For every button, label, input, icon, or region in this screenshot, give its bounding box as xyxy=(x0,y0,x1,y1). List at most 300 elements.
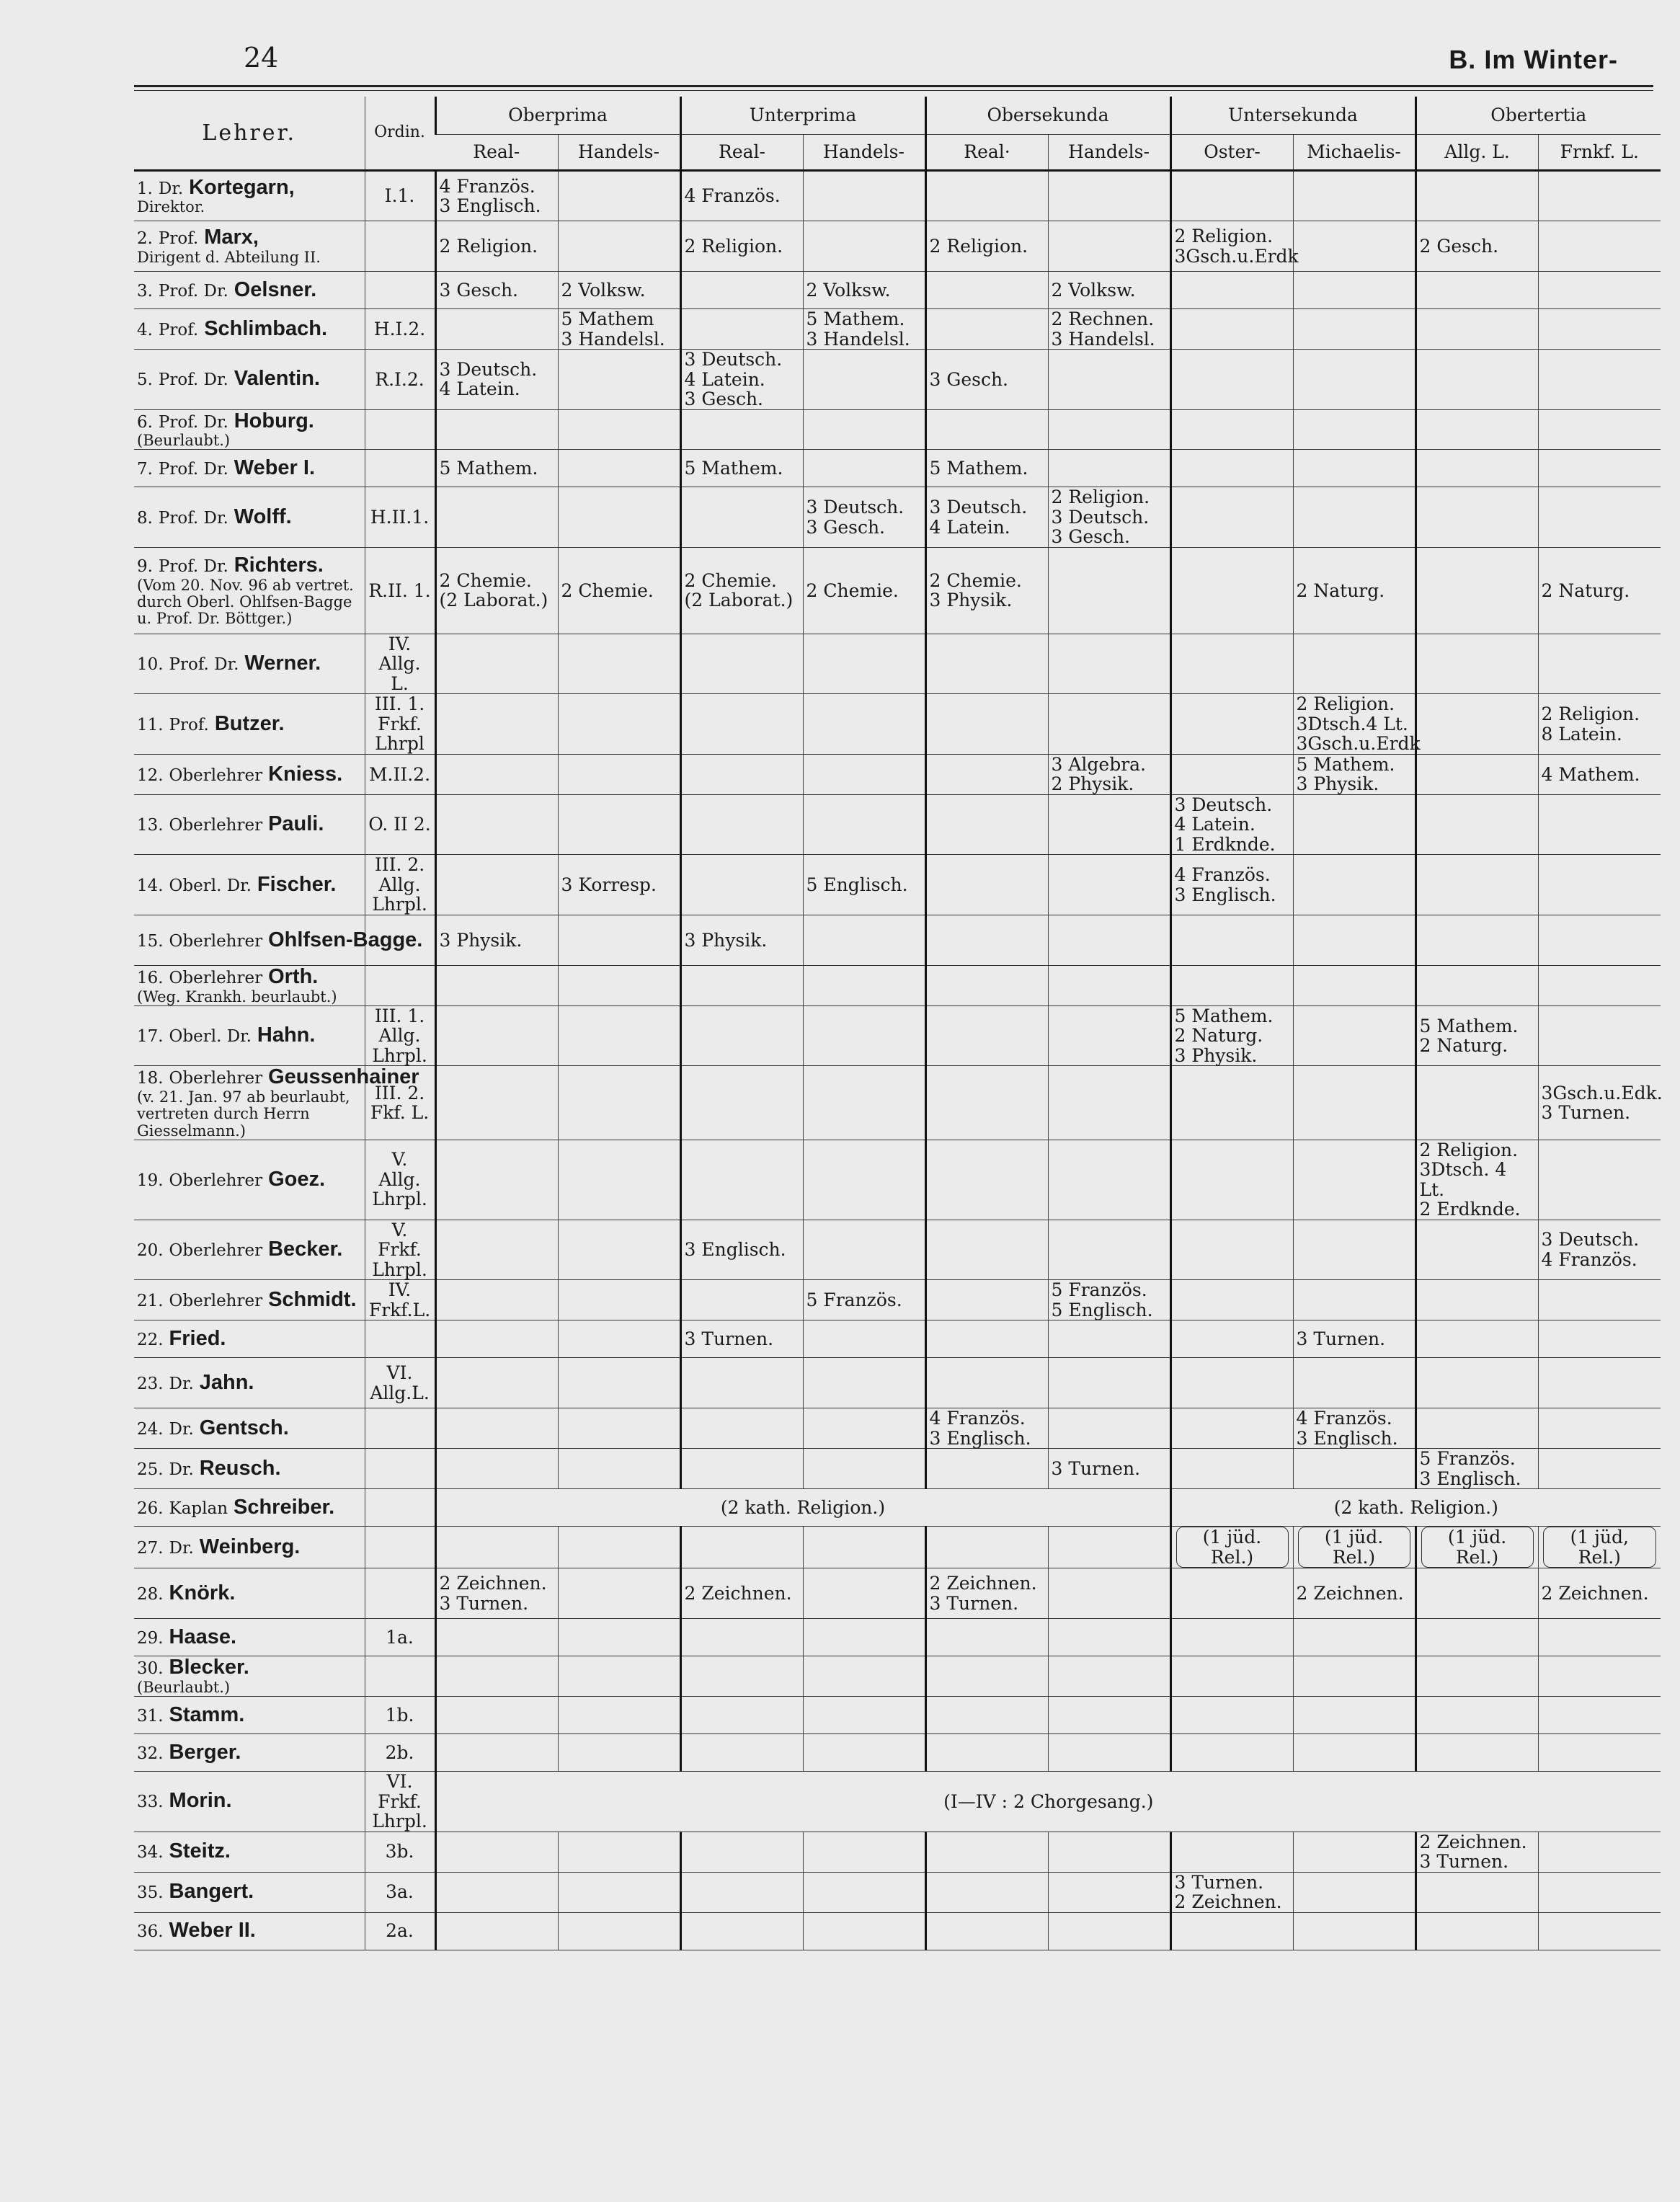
teacher-surname: Weinberg. xyxy=(199,1535,301,1558)
schedule-cell xyxy=(803,1619,925,1656)
jued-religion-cell xyxy=(1538,1527,1661,1568)
teacher-cell xyxy=(134,754,365,794)
teacher-cell xyxy=(134,487,365,548)
row-number: 24. xyxy=(137,1419,164,1439)
teacher-title: Prof. Dr. xyxy=(158,412,228,432)
schedule-cell xyxy=(925,634,1048,694)
schedule-cell xyxy=(803,1449,925,1489)
teacher-surname: Geussenhainer xyxy=(268,1065,419,1089)
teacher-surname: Fried. xyxy=(169,1326,226,1350)
ordinarius-cell xyxy=(365,450,435,487)
schedule-cell xyxy=(1538,1697,1661,1734)
schedule-cell: 5 Mathem. xyxy=(925,450,1048,487)
schedule-cell: 3 Turnen. xyxy=(1293,1320,1415,1358)
schedule-cell xyxy=(435,309,558,350)
schedule-cell xyxy=(1170,1140,1293,1220)
schedule-cell xyxy=(925,1449,1048,1489)
row-number: 35. xyxy=(137,1883,164,1903)
schedule-cell: 2 Chemie. xyxy=(803,547,925,634)
schedule-cell xyxy=(435,1872,558,1912)
schedule-cell xyxy=(803,221,925,272)
schedule-cell: 2 Chemie. 3 Physik. xyxy=(925,547,1048,634)
schedule-cell xyxy=(680,1449,803,1489)
row-number: 29. xyxy=(137,1628,164,1648)
schedule-cell xyxy=(1170,1066,1293,1140)
teacher-title: Prof. Dr. xyxy=(158,370,228,390)
subcolumn-header: Handels- xyxy=(803,135,925,171)
schedule-cell xyxy=(435,1619,558,1656)
schedule-cell: 2 Zeichnen. 3 Turnen. xyxy=(435,1568,558,1619)
schedule-cell xyxy=(435,1408,558,1449)
header-rule xyxy=(134,85,1653,91)
teacher-surname: Ohlfsen-Bagge. xyxy=(268,928,423,951)
schedule-cell xyxy=(435,754,558,794)
schedule-cell xyxy=(1048,1832,1170,1872)
schedule-cell xyxy=(1170,1656,1293,1697)
teacher-surname: Marx, xyxy=(204,226,259,249)
schedule-cell xyxy=(435,794,558,855)
schedule-cell xyxy=(1538,1912,1661,1950)
schedule-cell: 5 Mathem. xyxy=(435,450,558,487)
schedule-cell xyxy=(1170,1912,1293,1950)
schedule-cell xyxy=(1415,1280,1538,1320)
schedule-cell xyxy=(1048,547,1170,634)
schedule-cell xyxy=(803,1734,925,1772)
teacher-surname: Richters. xyxy=(234,553,324,577)
teacher-surname: Becker. xyxy=(268,1237,343,1261)
schedule-cell xyxy=(1415,350,1538,410)
running-head: B. Im Winter- xyxy=(1449,45,1618,74)
schedule-cell xyxy=(558,1527,680,1568)
row-number: 5. xyxy=(137,370,153,390)
schedule-cell xyxy=(925,272,1048,309)
schedule-cell: 2 Chemie. (2 Laborat.) xyxy=(435,547,558,634)
schedule-cell xyxy=(435,1832,558,1872)
schedule-cell xyxy=(1048,350,1170,410)
teacher-surname: Butzer. xyxy=(214,711,285,735)
schedule-cell xyxy=(558,634,680,694)
row-number: 36. xyxy=(137,1922,164,1942)
schedule-cell: 2 Rechnen. 3 Handelsl. xyxy=(1048,309,1170,350)
jued-religion-label: (1 jüd. Rel.) xyxy=(1421,1527,1534,1568)
schedule-cell xyxy=(1538,794,1661,855)
schedule-cell: 2 Volksw. xyxy=(558,272,680,309)
schedule-cell xyxy=(1170,1449,1293,1489)
teacher-title: Prof. Dr. xyxy=(158,556,228,576)
schedule-cell xyxy=(680,1656,803,1697)
schedule-cell xyxy=(1170,1358,1293,1408)
schedule-cell xyxy=(925,1280,1048,1320)
schedule-cell xyxy=(558,1734,680,1772)
schedule-cell xyxy=(1293,794,1415,855)
schedule-cell: 2 Zeichnen. xyxy=(1293,1568,1415,1619)
schedule-cell xyxy=(1048,634,1170,694)
jued-religion-label: (1 jüd. Rel.) xyxy=(1298,1527,1410,1568)
schedule-cell xyxy=(558,221,680,272)
ordinarius-cell: M.II.2. xyxy=(365,754,435,794)
schedule-cell xyxy=(1048,1656,1170,1697)
schedule-cell xyxy=(558,1832,680,1872)
schedule-cell xyxy=(925,754,1048,794)
schedule-cell: 2 Chemie. xyxy=(558,547,680,634)
schedule-cell xyxy=(1538,487,1661,548)
schedule-cell xyxy=(558,1656,680,1697)
teacher-cell xyxy=(134,1697,365,1734)
kath-religion-right: (2 kath. Religion.) xyxy=(1170,1489,1661,1527)
jued-religion-cell xyxy=(1293,1527,1415,1568)
row-number: 14. xyxy=(137,876,164,895)
schedule-cell: 4 Französ. 3 Englisch. xyxy=(925,1408,1048,1449)
schedule-cell xyxy=(1415,547,1538,634)
row-number: 32. xyxy=(137,1744,164,1763)
teacher-note: (Beurlaubt.) xyxy=(137,1679,231,1697)
schedule-cell xyxy=(435,634,558,694)
schedule-cell xyxy=(1538,1358,1661,1408)
schedule-cell xyxy=(558,1619,680,1656)
schedule-cell: 3 Deutsch. 4 Latein. xyxy=(435,350,558,410)
schedule-cell xyxy=(1293,1734,1415,1772)
teacher-surname: Kniess. xyxy=(268,762,343,786)
schedule-cell xyxy=(680,1005,803,1066)
schedule-cell xyxy=(558,1697,680,1734)
ordinarius-cell xyxy=(365,1408,435,1449)
teacher-surname: Bangert. xyxy=(169,1880,254,1904)
teacher-title: Dr. xyxy=(169,1374,194,1393)
schedule-cell xyxy=(803,1527,925,1568)
schedule-cell xyxy=(1415,1568,1538,1619)
schedule-cell xyxy=(925,855,1048,915)
schedule-cell xyxy=(1415,487,1538,548)
teacher-cell xyxy=(134,1005,365,1066)
schedule-cell xyxy=(558,450,680,487)
schedule-cell xyxy=(680,409,803,450)
teacher-note: (Vom 20. Nov. 96 ab vertret. durch Oberl. Ohlfsen-Bagge u. Prof. Dr. Böttger.) xyxy=(137,576,354,627)
schedule-cell xyxy=(435,409,558,450)
schedule-cell xyxy=(1538,1872,1661,1912)
teacher-title: Oberl. Dr. xyxy=(169,876,252,895)
schedule-cell xyxy=(1048,1697,1170,1734)
schedule-cell xyxy=(1170,171,1293,221)
schedule-cell xyxy=(1415,855,1538,915)
teacher-cell xyxy=(134,221,365,272)
schedule-cell xyxy=(803,171,925,221)
teacher-surname: Reusch. xyxy=(199,1456,281,1480)
table-row xyxy=(134,309,1661,350)
schedule-cell xyxy=(1415,272,1538,309)
schedule-cell: 3 Englisch. xyxy=(680,1220,803,1280)
ordinarius-cell: V. Allg. Lhrpl. xyxy=(365,1140,435,1220)
teacher-cell xyxy=(134,1449,365,1489)
ordinarius-cell: I.1. xyxy=(365,171,435,221)
schedule-cell: 3Gsch.u.Edk. 3 Turnen. xyxy=(1538,1066,1661,1140)
schedule-cell xyxy=(803,965,925,1005)
schedule-cell xyxy=(1293,309,1415,350)
teacher-cell xyxy=(134,1832,365,1872)
row-number: 23. xyxy=(137,1374,164,1393)
schedule-cell xyxy=(1538,1619,1661,1656)
teacher-surname: Hahn. xyxy=(257,1024,316,1047)
table-row xyxy=(134,1005,1661,1066)
teacher-title: Prof. xyxy=(169,715,209,734)
schedule-cell: 2 Gesch. xyxy=(1415,221,1538,272)
table-row xyxy=(134,634,1661,694)
schedule-cell xyxy=(435,1358,558,1408)
teacher-title: Kaplan xyxy=(169,1499,228,1518)
schedule-cell xyxy=(1170,450,1293,487)
row-number: 33. xyxy=(137,1793,164,1812)
teacher-note: Dirigent d. Abteilung II. xyxy=(137,248,321,266)
teacher-surname: Schreiber. xyxy=(233,1495,335,1519)
schedule-cell xyxy=(803,794,925,855)
table-row xyxy=(134,1489,1661,1527)
schedule-cell: 5 Mathem. 3 Handelsl. xyxy=(803,309,925,350)
schedule-cell xyxy=(1415,965,1538,1005)
schedule-cell xyxy=(1293,1358,1415,1408)
row-number: 12. xyxy=(137,765,164,785)
jued-religion-label: (1 jüd. Rel.) xyxy=(1176,1527,1289,1568)
schedule-cell xyxy=(1293,1280,1415,1320)
row-number: 27. xyxy=(137,1538,164,1558)
schedule-cell xyxy=(1415,915,1538,965)
schedule-cell xyxy=(925,794,1048,855)
subcolumn-header: Real- xyxy=(680,135,803,171)
schedule-cell xyxy=(435,1005,558,1066)
teacher-surname: Fischer. xyxy=(257,872,337,896)
teacher-surname: Weber I. xyxy=(234,456,315,480)
schedule-cell xyxy=(1293,1005,1415,1066)
schedule-cell xyxy=(1415,754,1538,794)
jued-religion-cell xyxy=(1170,1527,1293,1568)
schedule-cell: 3 Korresp. xyxy=(558,855,680,915)
teacher-surname: Kortegarn, xyxy=(189,175,295,199)
schedule-cell: 2 Religion. 8 Latein. xyxy=(1538,694,1661,755)
schedule-cell xyxy=(1170,1408,1293,1449)
row-number: 10. xyxy=(137,655,164,675)
schedule-cell xyxy=(435,1220,558,1280)
teacher-cell xyxy=(134,547,365,634)
schedule-cell xyxy=(1293,1697,1415,1734)
schedule-cell xyxy=(680,1066,803,1140)
schedule-cell xyxy=(558,915,680,965)
schedule-cell: 4 Französ. 3 Englisch. xyxy=(1170,855,1293,915)
schedule-cell: 3 Algebra. 2 Physik. xyxy=(1048,754,1170,794)
schedule-cell xyxy=(558,409,680,450)
teacher-title: Oberlehrer xyxy=(169,765,263,785)
schedule-cell xyxy=(1415,1912,1538,1950)
schedule-cell xyxy=(1415,450,1538,487)
schedule-cell xyxy=(1293,1872,1415,1912)
schedule-cell: 5 Französ. 3 Englisch. xyxy=(1415,1449,1538,1489)
table-row xyxy=(134,1568,1661,1619)
teacher-cell xyxy=(134,350,365,410)
schedule-cell xyxy=(435,1527,558,1568)
schedule-cell xyxy=(558,1280,680,1320)
schedule-cell: 3 Gesch. xyxy=(925,350,1048,410)
teacher-cell xyxy=(134,1140,365,1220)
teacher-cell xyxy=(134,855,365,915)
schedule-cell xyxy=(1293,1220,1415,1280)
teacher-cell xyxy=(134,1320,365,1358)
schedule-cell xyxy=(1415,794,1538,855)
teacher-title: Dr. xyxy=(158,179,184,198)
teacher-surname: Gentsch. xyxy=(199,1416,289,1439)
group-header-obersekunda: Obersekunda xyxy=(925,97,1170,135)
schedule-cell xyxy=(1415,1408,1538,1449)
schedule-cell xyxy=(1415,309,1538,350)
schedule-cell xyxy=(1048,1527,1170,1568)
jued-religion-label: (1 jüd, Rel.) xyxy=(1543,1527,1657,1568)
schedule-cell xyxy=(435,965,558,1005)
schedule-cell: 3 Physik. xyxy=(680,915,803,965)
schedule-cell xyxy=(1048,1568,1170,1619)
teacher-title: Oberlehrer xyxy=(169,1240,263,1260)
table-row xyxy=(134,350,1661,410)
schedule-cell xyxy=(1170,1280,1293,1320)
schedule-cell xyxy=(435,1697,558,1734)
schedule-cell xyxy=(803,1220,925,1280)
schedule-cell: 2 Naturg. xyxy=(1538,547,1661,634)
teacher-surname: Werner. xyxy=(244,652,321,675)
schedule-cell xyxy=(1048,965,1170,1005)
table-row xyxy=(134,547,1661,634)
schedule-cell xyxy=(1293,1449,1415,1489)
table-row xyxy=(134,1449,1661,1489)
ordinarius-cell: 1b. xyxy=(365,1697,435,1734)
ordinarius-cell: 2b. xyxy=(365,1734,435,1772)
schedule-cell xyxy=(803,350,925,410)
schedule-cell xyxy=(1048,794,1170,855)
schedule-cell xyxy=(1170,1220,1293,1280)
ordinarius-cell: III. 1. Frkf. Lhrpl xyxy=(365,694,435,755)
schedule-cell xyxy=(435,1280,558,1320)
schedule-cell xyxy=(435,1656,558,1697)
row-number: 15. xyxy=(137,931,164,951)
ordinarius-cell: IV. Allg. L. xyxy=(365,634,435,694)
schedule-cell xyxy=(1048,1220,1170,1280)
schedule-cell xyxy=(1415,1358,1538,1408)
schedule-cell xyxy=(925,1140,1048,1220)
schedule-cell xyxy=(1538,634,1661,694)
teacher-cell xyxy=(134,694,365,755)
schedule-cell xyxy=(803,915,925,965)
schedule-cell xyxy=(558,754,680,794)
ordinarius-cell xyxy=(365,272,435,309)
row-number: 20. xyxy=(137,1240,164,1260)
schedule-cell xyxy=(925,309,1048,350)
schedule-cell xyxy=(803,1568,925,1619)
schedule-cell xyxy=(1170,272,1293,309)
schedule-cell xyxy=(680,965,803,1005)
schedule-cell xyxy=(1538,1449,1661,1489)
ordinarius-cell: O. II 2. xyxy=(365,794,435,855)
schedule-cell xyxy=(1415,171,1538,221)
ordinarius-cell xyxy=(365,1656,435,1697)
ordinarius-cell: V. Frkf. Lhrpl. xyxy=(365,1220,435,1280)
schedule-cell xyxy=(1170,754,1293,794)
table-row xyxy=(134,272,1661,309)
schedule-cell xyxy=(803,1872,925,1912)
row-number: 9. xyxy=(137,556,153,576)
teacher-title: Oberlehrer xyxy=(169,1069,263,1088)
schedule-cell: 2 Volksw. xyxy=(803,272,925,309)
teacher-surname: Steitz. xyxy=(169,1839,231,1863)
schedule-cell xyxy=(803,1140,925,1220)
row-number: 28. xyxy=(137,1584,164,1604)
schedule-cell xyxy=(1293,915,1415,965)
table-row xyxy=(134,450,1661,487)
schedule-cell xyxy=(558,694,680,755)
schedule-cell xyxy=(1415,1066,1538,1140)
schedule-cell: 2 Religion. 3Gsch.u.Erdk xyxy=(1170,221,1293,272)
schedule-cell: 3 Turnen. 2 Zeichnen. xyxy=(1170,1872,1293,1912)
schedule-cell xyxy=(925,1912,1048,1950)
teacher-cell xyxy=(134,1220,365,1280)
chorgesang-span: (I—IV : 2 Chorgesang.) xyxy=(435,1772,1661,1832)
teacher-cell xyxy=(134,1734,365,1772)
table-row xyxy=(134,487,1661,548)
table-row xyxy=(134,915,1661,965)
schedule-cell xyxy=(435,1912,558,1950)
schedule-cell xyxy=(1170,1320,1293,1358)
table-row xyxy=(134,1066,1661,1140)
schedule-cell xyxy=(1538,272,1661,309)
table-row xyxy=(134,855,1661,915)
teacher-surname: Valentin. xyxy=(234,367,320,391)
subcolumn-header: Allg. L. xyxy=(1415,135,1538,171)
subcolumn-header: Real· xyxy=(925,135,1048,171)
row-number: 18. xyxy=(137,1069,164,1088)
schedule-cell: 2 Religion. xyxy=(435,221,558,272)
subcolumn-header: Frnkf. L. xyxy=(1538,135,1661,171)
schedule-cell xyxy=(803,1408,925,1449)
schedule-cell xyxy=(803,1697,925,1734)
schedule-cell xyxy=(1170,915,1293,965)
schedule-cell xyxy=(1293,221,1415,272)
schedule-cell xyxy=(1293,409,1415,450)
teacher-surname: Goez. xyxy=(268,1167,326,1191)
schedule-cell xyxy=(1170,1734,1293,1772)
teacher-cell xyxy=(134,1568,365,1619)
schedule-cell: 2 Religion. 3Dtsch.4 Lt. 3Gsch.u.Erdk xyxy=(1293,694,1415,755)
table-row xyxy=(134,171,1661,221)
ordinarius-cell: 1a. xyxy=(365,1619,435,1656)
schedule-cell: 5 Französ. 5 Englisch. xyxy=(1048,1280,1170,1320)
ordinarius-cell: R.I.2. xyxy=(365,350,435,410)
schedule-cell xyxy=(803,450,925,487)
schedule-cell: 2 Zeichnen. xyxy=(1538,1568,1661,1619)
teacher-title: Prof. Dr. xyxy=(158,508,228,528)
schedule-cell xyxy=(1293,272,1415,309)
teacher-surname: Hoburg. xyxy=(234,409,314,432)
schedule-cell xyxy=(1170,350,1293,410)
teacher-surname: Knörk. xyxy=(169,1581,236,1604)
schedule-cell xyxy=(680,1140,803,1220)
schedule-cell xyxy=(435,694,558,755)
row-number: 17. xyxy=(137,1027,164,1047)
schedule-cell xyxy=(925,1005,1048,1066)
schedule-cell: 5 Mathem 3 Handelsl. xyxy=(558,309,680,350)
teacher-title: Oberlehrer xyxy=(169,1291,263,1310)
table-row xyxy=(134,1140,1661,1220)
schedule-cell xyxy=(1293,1619,1415,1656)
teacher-cell xyxy=(134,309,365,350)
ordinarius-cell xyxy=(365,1489,435,1527)
ordin-column-header: Ordin. xyxy=(365,97,435,171)
schedule-cell xyxy=(1048,1140,1170,1220)
schedule-cell xyxy=(1415,634,1538,694)
teacher-title: Oberlehrer xyxy=(169,1171,263,1190)
table-row xyxy=(134,409,1661,450)
